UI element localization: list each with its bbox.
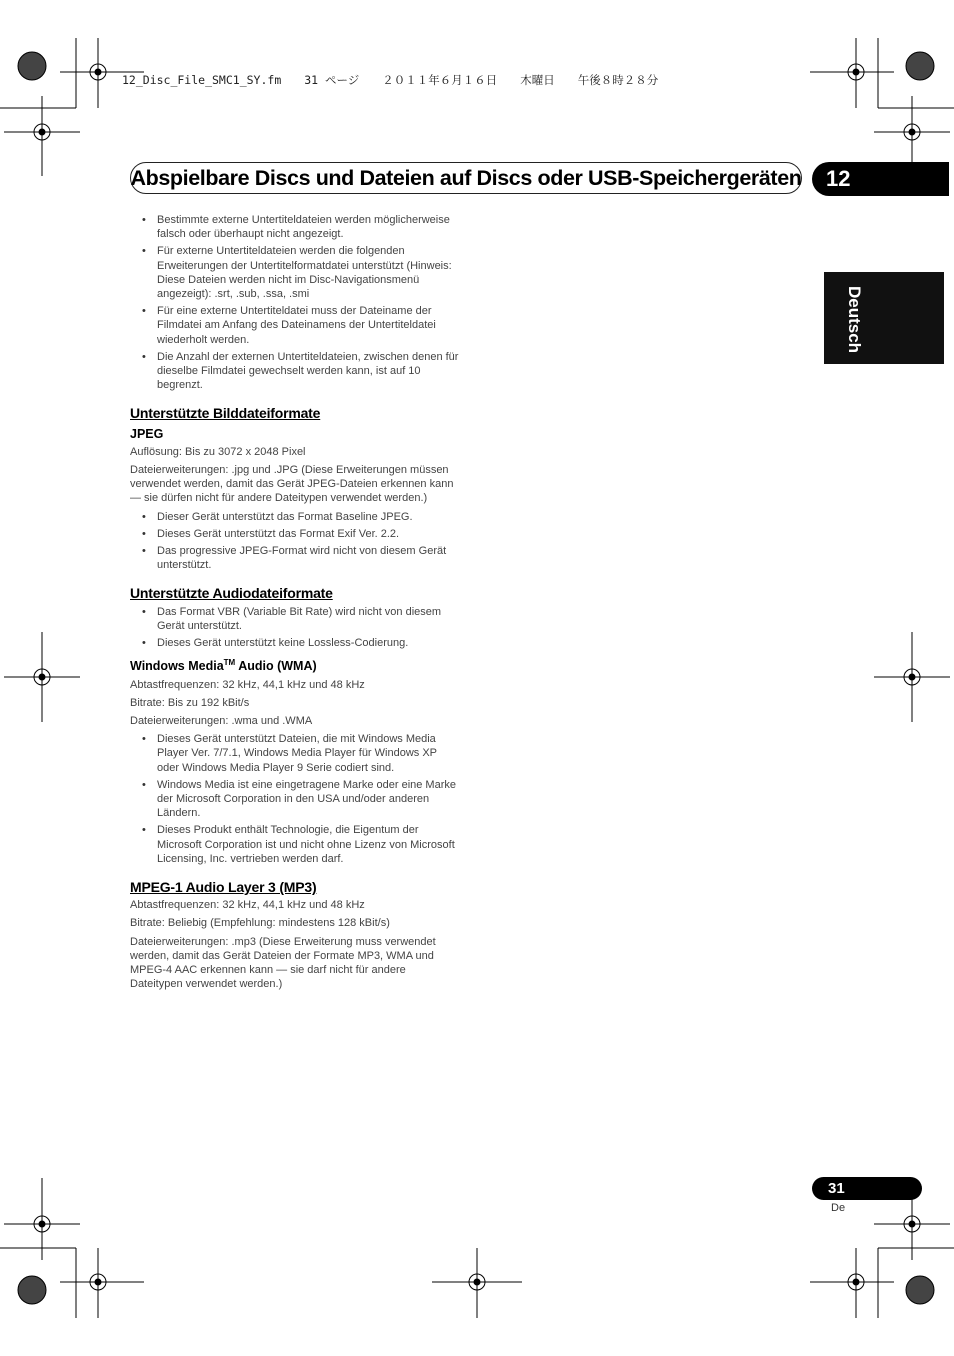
image-formats-heading: Unterstützte Bilddateiformate bbox=[130, 405, 321, 422]
wma-heading-post: Audio (WMA) bbox=[235, 659, 317, 674]
paragraph: Abtastfrequenzen: 32 kHz, 44,1 kHz und 48 kHz bbox=[130, 899, 365, 912]
wma-bullet-list bbox=[130, 732, 460, 866]
list-item: • Dieses Gerät unterstützt das Format Exif Ver. 2.2. bbox=[130, 527, 460, 541]
file-info: 12_Disc_File_SMC1_SY.fm 31 ページ ２０１１年６月１６日 木曜日 午後８時２８分 bbox=[122, 73, 659, 87]
paragraph: Dateierweiterungen: .wma und .WMA bbox=[130, 715, 313, 728]
list-item: • Die Anzahl der externen Untertiteldateien, zwischen denen für dieselbe Filmdatei gewechselt werden kann, ist auf 10 begrenzt. bbox=[130, 350, 460, 393]
chapter-title: Abspielbare Discs und Dateien auf Discs oder USB-Speichergeräten bbox=[130, 165, 802, 190]
page-number: 31 bbox=[812, 1177, 922, 1200]
list-item: • Das Format VBR (Variable Bit Rate) wird nicht von diesem Gerät unterstützt. bbox=[130, 605, 460, 633]
list-item: • Das progressive JPEG-Format wird nicht von diesem Gerät unterstützt. bbox=[130, 544, 460, 572]
paragraph: Abtastfrequenzen: 32 kHz, 44,1 kHz und 48 kHz bbox=[130, 678, 365, 691]
list-item: • Dieser Gerät unterstützt das Format Baseline JPEG. bbox=[130, 510, 460, 524]
list-item: • Dieses Gerät unterstützt Dateien, die mit Windows Media Player Ver. 7/7.1, Windows Media Player für Windows XP oder Windows Media Player 9 Serie codiert sind. bbox=[130, 732, 460, 775]
chapter-number: 12 bbox=[812, 162, 949, 196]
list-item: • Für eine externe Untertiteldatei muss der Dateiname der Filmdatei am Anfang des Dateinamens der Untertiteldatei wiederholt werden. bbox=[130, 304, 460, 347]
chapter-title-box bbox=[130, 162, 802, 194]
wma-heading bbox=[130, 656, 460, 673]
jpeg-heading: JPEG bbox=[130, 426, 164, 441]
language-tab-label: Deutsch bbox=[845, 286, 864, 354]
paragraph: Dateierweiterungen: .mp3 (Diese Erweiterung muss verwendet werden, damit das Gerät Dateien der Formate MP3, WMA und MPEG-4 AAC erkennen kann — sie darf nicht für andere Dateitypen verwendet werden.) bbox=[130, 935, 436, 991]
main-column bbox=[130, 213, 460, 996]
audio-bullet-list bbox=[130, 605, 460, 651]
jpeg-bullet-list bbox=[130, 510, 460, 573]
list-item: • Für externe Untertiteldateien werden die folgenden Erweiterungen der Untertitelformatdatei unterstützt (Hinweis: Diese Dateien werden nicht im Disc-Navigationsmenü angezeigt): .srt, .sub, .ssa, .smi bbox=[130, 244, 460, 301]
list-item: • Bestimmte externe Untertiteldateien werden möglicherweise falsch oder überhaupt nicht angezeigt. bbox=[130, 213, 460, 241]
list-item: • Dieses Gerät unterstützt keine Lossless-Codierung. bbox=[130, 636, 460, 650]
trademark-sup: TM bbox=[223, 658, 236, 668]
intro-bullet-list bbox=[130, 213, 460, 392]
paragraph: Bitrate: Beliebig (Empfehlung: mindestens 128 kBit/s) bbox=[130, 917, 390, 930]
paragraph: Bitrate: Bis zu 192 kBit/s bbox=[130, 696, 250, 709]
language-tab bbox=[824, 272, 944, 364]
page-language: De bbox=[831, 1202, 846, 1214]
paragraph: Auflösung: Bis zu 3072 x 2048 Pixel bbox=[130, 445, 306, 458]
audio-formats-heading: Unterstützte Audiodateiformate bbox=[130, 585, 333, 602]
list-item: • Windows Media ist eine eingetragene Marke oder eine Marke der Microsoft Corporation in den USA und/oder anderen Ländern. bbox=[130, 778, 460, 821]
wma-heading-pre: Windows Media bbox=[130, 659, 224, 674]
list-item: • Dieses Produkt enthält Technologie, die Eigentum der Microsoft Corporation ist und nicht ohne Lizenz von Microsoft Licensing, Inc. vertrieben werden darf. bbox=[130, 823, 460, 866]
paragraph: Dateierweiterungen: .jpg und .JPG (Diese Erweiterungen müssen verwendet werden, damit das Gerät JPEG-Dateien erkennen kann — sie dürfen nicht für andere Dateitypen verwendet werden.) bbox=[130, 464, 454, 505]
mp3-heading: MPEG-1 Audio Layer 3 (MP3) bbox=[130, 879, 317, 896]
